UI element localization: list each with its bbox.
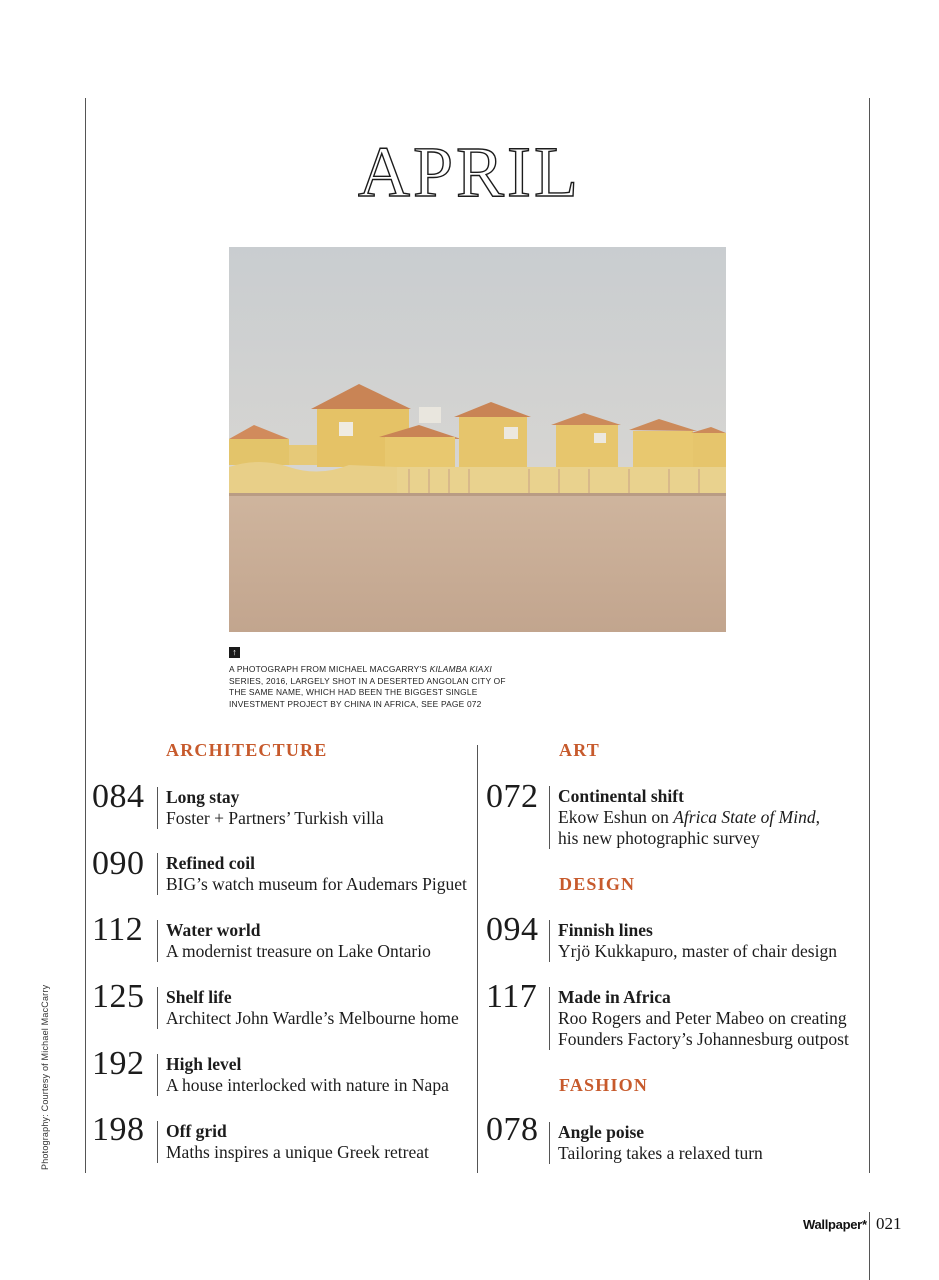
entry-text: High level A house interlocked with nature in Napa (157, 1054, 449, 1096)
entry-text: Angle poise Tailoring takes a relaxed turn (549, 1122, 763, 1164)
entry-page-number: 192 (92, 1045, 145, 1082)
footer-rule (869, 1212, 870, 1280)
left-margin-rule (85, 98, 86, 1173)
entry-page-number: 112 (92, 911, 144, 948)
entry-page-number: 090 (92, 845, 145, 882)
section-art: ART (559, 740, 600, 760)
entry-text: Made in Africa Roo Rogers and Peter Mabeo on creating Founders Factory’s Johannesburg outpost (549, 987, 849, 1050)
page-title: APRIL (357, 132, 582, 213)
column-divider (477, 745, 478, 1173)
entry-page-number: 072 (486, 778, 539, 815)
entry-text: Continental shift Ekow Eshun on Africa State of Mind, his new photographic survey (549, 786, 820, 849)
right-margin-rule (869, 98, 870, 1173)
brand-logo: Wallpaper* (803, 1217, 867, 1232)
photo-caption: A PHOTOGRAPH FROM MICHAEL MACGARRY'S KILAMBA KIAXI SERIES, 2016, LARGELY SHOT IN A DESERTED ANGOLAN CITY OF THE SAME NAME, WHICH HAD BEEN THE BIGGEST SINGLE INVESTMENT PROJECT BY CHINA IN AFRICA, SEE PAGE 072 (229, 664, 506, 709)
entry-page-number: 198 (92, 1111, 145, 1148)
entry-text: Shelf life Architect John Wardle’s Melbourne home (157, 987, 459, 1029)
entry-page-number: 084 (92, 778, 145, 815)
section-fashion: FASHION (559, 1075, 649, 1095)
section-architecture: ARCHITECTURE (166, 740, 328, 760)
entry-page-number: 094 (486, 911, 539, 948)
section-design: DESIGN (559, 874, 636, 894)
entry-page-number: 125 (92, 978, 145, 1015)
entry-page-number: 117 (486, 978, 538, 1015)
page-number: 021 (876, 1214, 902, 1233)
entry-page-number: 078 (486, 1111, 539, 1148)
feature-photo (229, 247, 726, 632)
entry-text: Finnish lines Yrjö Kukkapuro, master of chair design (549, 920, 837, 962)
entry-text: Long stay Foster + Partners’ Turkish villa (157, 787, 384, 829)
entry-text: Water world A modernist treasure on Lake Ontario (157, 920, 431, 962)
entry-text: Refined coil BIG’s watch museum for Audemars Piguet (157, 853, 467, 895)
photo-credit: Photography: Courtesy of Michael MacCarry (40, 984, 50, 1170)
arrow-up-icon: ↑ (229, 647, 240, 658)
entry-text: Off grid Maths inspires a unique Greek retreat (157, 1121, 429, 1163)
